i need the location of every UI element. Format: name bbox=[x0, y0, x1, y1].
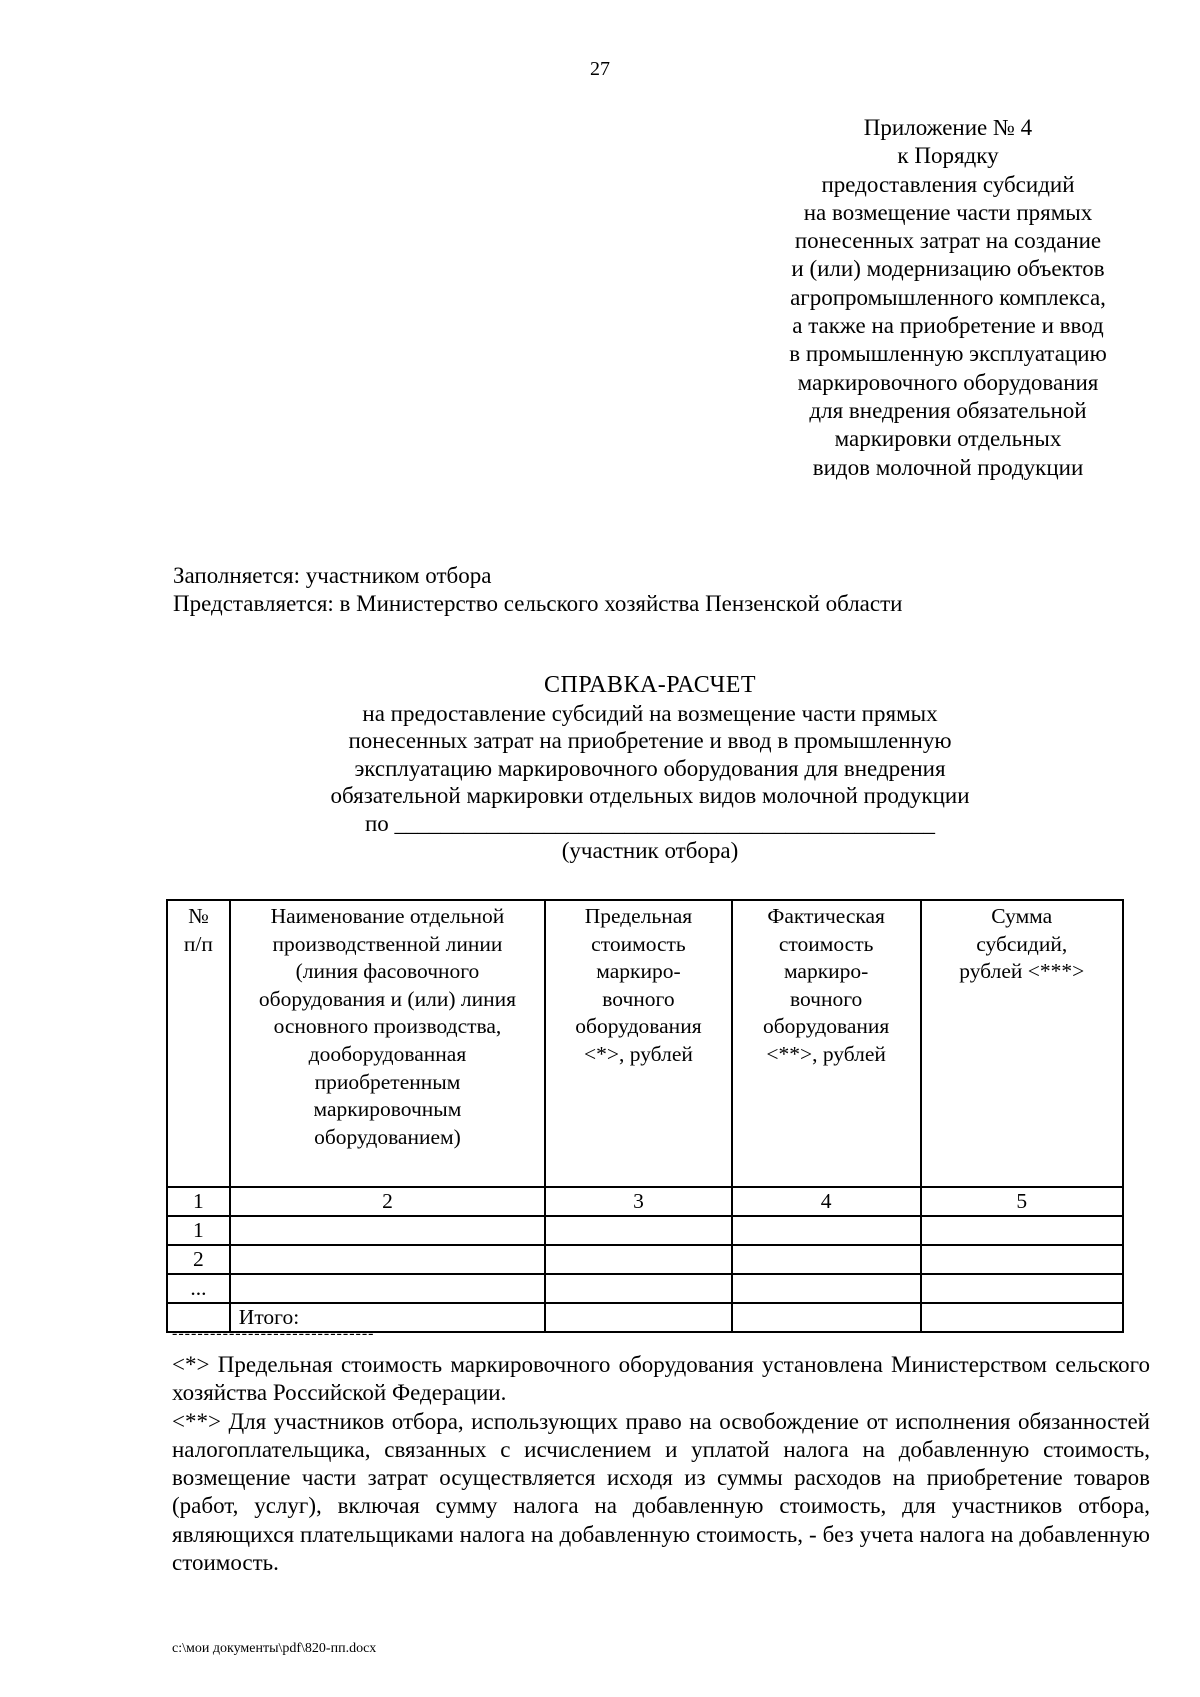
total-label: Итого: bbox=[230, 1303, 545, 1332]
header-line: вочного bbox=[602, 986, 675, 1011]
appendix-line: а также на приобретение и ввод bbox=[792, 313, 1104, 339]
table-cell bbox=[230, 1216, 545, 1245]
footnote-limit-cost: <*> Предельная стоимость маркировочного оборудования установлена Министерством сельского хозяйства Российской Федерации. bbox=[172, 1352, 1150, 1406]
header-line: <*>, рублей bbox=[584, 1041, 693, 1066]
table-cell bbox=[732, 1274, 921, 1303]
header-line: вочного bbox=[789, 986, 863, 1011]
table-cell: 2 bbox=[167, 1245, 230, 1274]
header-line: приобретенным bbox=[314, 1069, 461, 1094]
title-heading: СПРАВКА-РАСЧЕТ bbox=[543, 672, 757, 698]
table-cell bbox=[545, 1216, 732, 1245]
table-header-row bbox=[167, 900, 1123, 1187]
appendix-line: предоставления субсидий bbox=[821, 171, 1075, 197]
header-line: оборудования bbox=[575, 1014, 702, 1039]
header-line: (линия фасовочного bbox=[295, 959, 480, 984]
footnote-separator: -------------------------------- bbox=[172, 1325, 375, 1342]
table-row bbox=[167, 1216, 1123, 1245]
column-header-limit-cost bbox=[545, 900, 732, 1187]
table-row bbox=[167, 1245, 1123, 1274]
table-cell bbox=[545, 1274, 732, 1303]
table-cell: 5 bbox=[921, 1187, 1124, 1216]
filled-by-text: Заполняется: участником отбора bbox=[173, 563, 492, 588]
table-cell bbox=[545, 1245, 732, 1274]
participant-blank-line: по _______________________________________________ bbox=[364, 810, 936, 836]
header-line: Наименование отдельной bbox=[270, 904, 505, 928]
table-cell bbox=[545, 1303, 732, 1332]
table-cell bbox=[921, 1303, 1124, 1332]
header-line: маркиро- bbox=[596, 959, 681, 984]
header-line: стоимость bbox=[591, 931, 686, 956]
table-cell: 2 bbox=[230, 1187, 545, 1216]
file-path-footer: c:\мои документы\pdf\820-пп.docx bbox=[172, 1641, 377, 1656]
header-line: основного производства, bbox=[273, 1014, 502, 1039]
header-line: маркиро- bbox=[783, 959, 869, 984]
table-cell: 3 bbox=[545, 1187, 732, 1216]
appendix-line: и (или) модернизацию объектов bbox=[791, 256, 1105, 282]
column-header-number bbox=[167, 900, 230, 1187]
table-cell bbox=[921, 1216, 1124, 1245]
appendix-line: на возмещение части прямых bbox=[803, 199, 1093, 225]
header-line: <**>, рублей bbox=[766, 1041, 886, 1066]
appendix-line: маркировки отдельных bbox=[834, 426, 1062, 452]
column-header-line-name bbox=[230, 900, 545, 1187]
header-line: Сумма bbox=[991, 904, 1053, 928]
table-cell: 4 bbox=[732, 1187, 921, 1216]
table-cell: ... bbox=[167, 1274, 230, 1303]
header-line: № bbox=[188, 904, 209, 928]
appendix-line: к Порядку bbox=[897, 143, 999, 169]
document-title bbox=[300, 672, 1000, 865]
calculation-table bbox=[166, 899, 1124, 1333]
table-cell bbox=[921, 1274, 1124, 1303]
header-line: п/п bbox=[183, 931, 213, 956]
header-line: Фактическая bbox=[767, 904, 885, 928]
header-line: маркировочным bbox=[313, 1097, 462, 1122]
column-header-subsidy-sum bbox=[921, 900, 1124, 1187]
title-line: на предоставление субсидий на возмещение части прямых bbox=[362, 700, 938, 726]
appendix-line: для внедрения обязательной bbox=[809, 397, 1087, 423]
form-meta bbox=[173, 562, 902, 618]
table-cell bbox=[732, 1216, 921, 1245]
table-cell bbox=[732, 1245, 921, 1274]
appendix-line: видов молочной продукции bbox=[812, 454, 1084, 480]
header-line: рублей <***> bbox=[959, 959, 1085, 984]
header-line: стоимость bbox=[778, 931, 874, 956]
header-line: субсидий, bbox=[976, 931, 1068, 956]
header-line: Предельная bbox=[584, 904, 693, 928]
header-line: дооборудованная bbox=[308, 1041, 467, 1066]
table-cell: 1 bbox=[167, 1216, 230, 1245]
appendix-line: понесенных затрат на создание bbox=[794, 228, 1102, 254]
table-cell: 1 bbox=[167, 1187, 230, 1216]
table-cell bbox=[230, 1274, 545, 1303]
header-line: оборудованием) bbox=[314, 1124, 461, 1149]
table-cell bbox=[230, 1245, 545, 1274]
submitted-to-text: Представляется: в Министерство сельского хозяйства Пензенской области bbox=[173, 591, 903, 616]
column-number-row bbox=[167, 1187, 1123, 1216]
table-cell bbox=[921, 1245, 1124, 1274]
table-cell bbox=[732, 1303, 921, 1332]
appendix-line: маркировочного оборудования bbox=[797, 369, 1099, 395]
page-number: 27 bbox=[590, 58, 610, 80]
appendix-line: агропромышленного комплекса, bbox=[790, 284, 1106, 310]
footnote-vat: <**> Для участников отбора, использующих право на освобождение от исполнения обязанностей налогоплательщика, связанных с исчислением и уплатой налога на добавленную стоимость, возмещение части затрат осуществляется исходя из суммы расходов на приобретение товаров (работ, услуг), включая сумму налога на добавленную стоимость, для участников отбора, являющихся плательщиками налога на добавленную стоимость, - без учета налога на добавленную стоимость. bbox=[172, 1408, 1150, 1576]
header-line: оборудования и (или) линия bbox=[258, 986, 517, 1011]
title-line: эксплуатацию маркировочного оборудования для внедрения bbox=[354, 755, 946, 781]
title-line: понесенных затрат на приобретение и ввод в промышленную bbox=[348, 728, 952, 753]
header-line: оборудования bbox=[762, 1014, 890, 1039]
participant-caption: (участник отбора) bbox=[561, 838, 739, 863]
footnotes bbox=[172, 1351, 1150, 1577]
title-line: обязательной маркировки отдельных видов молочной продукции bbox=[330, 783, 970, 808]
appendix-line: в промышленную эксплуатацию bbox=[789, 341, 1107, 367]
table-row bbox=[167, 1274, 1123, 1303]
appendix-reference bbox=[738, 114, 1158, 482]
header-line: производственной линии bbox=[272, 931, 503, 956]
appendix-line: Приложение № 4 bbox=[863, 115, 1033, 140]
column-header-actual-cost bbox=[732, 900, 921, 1187]
